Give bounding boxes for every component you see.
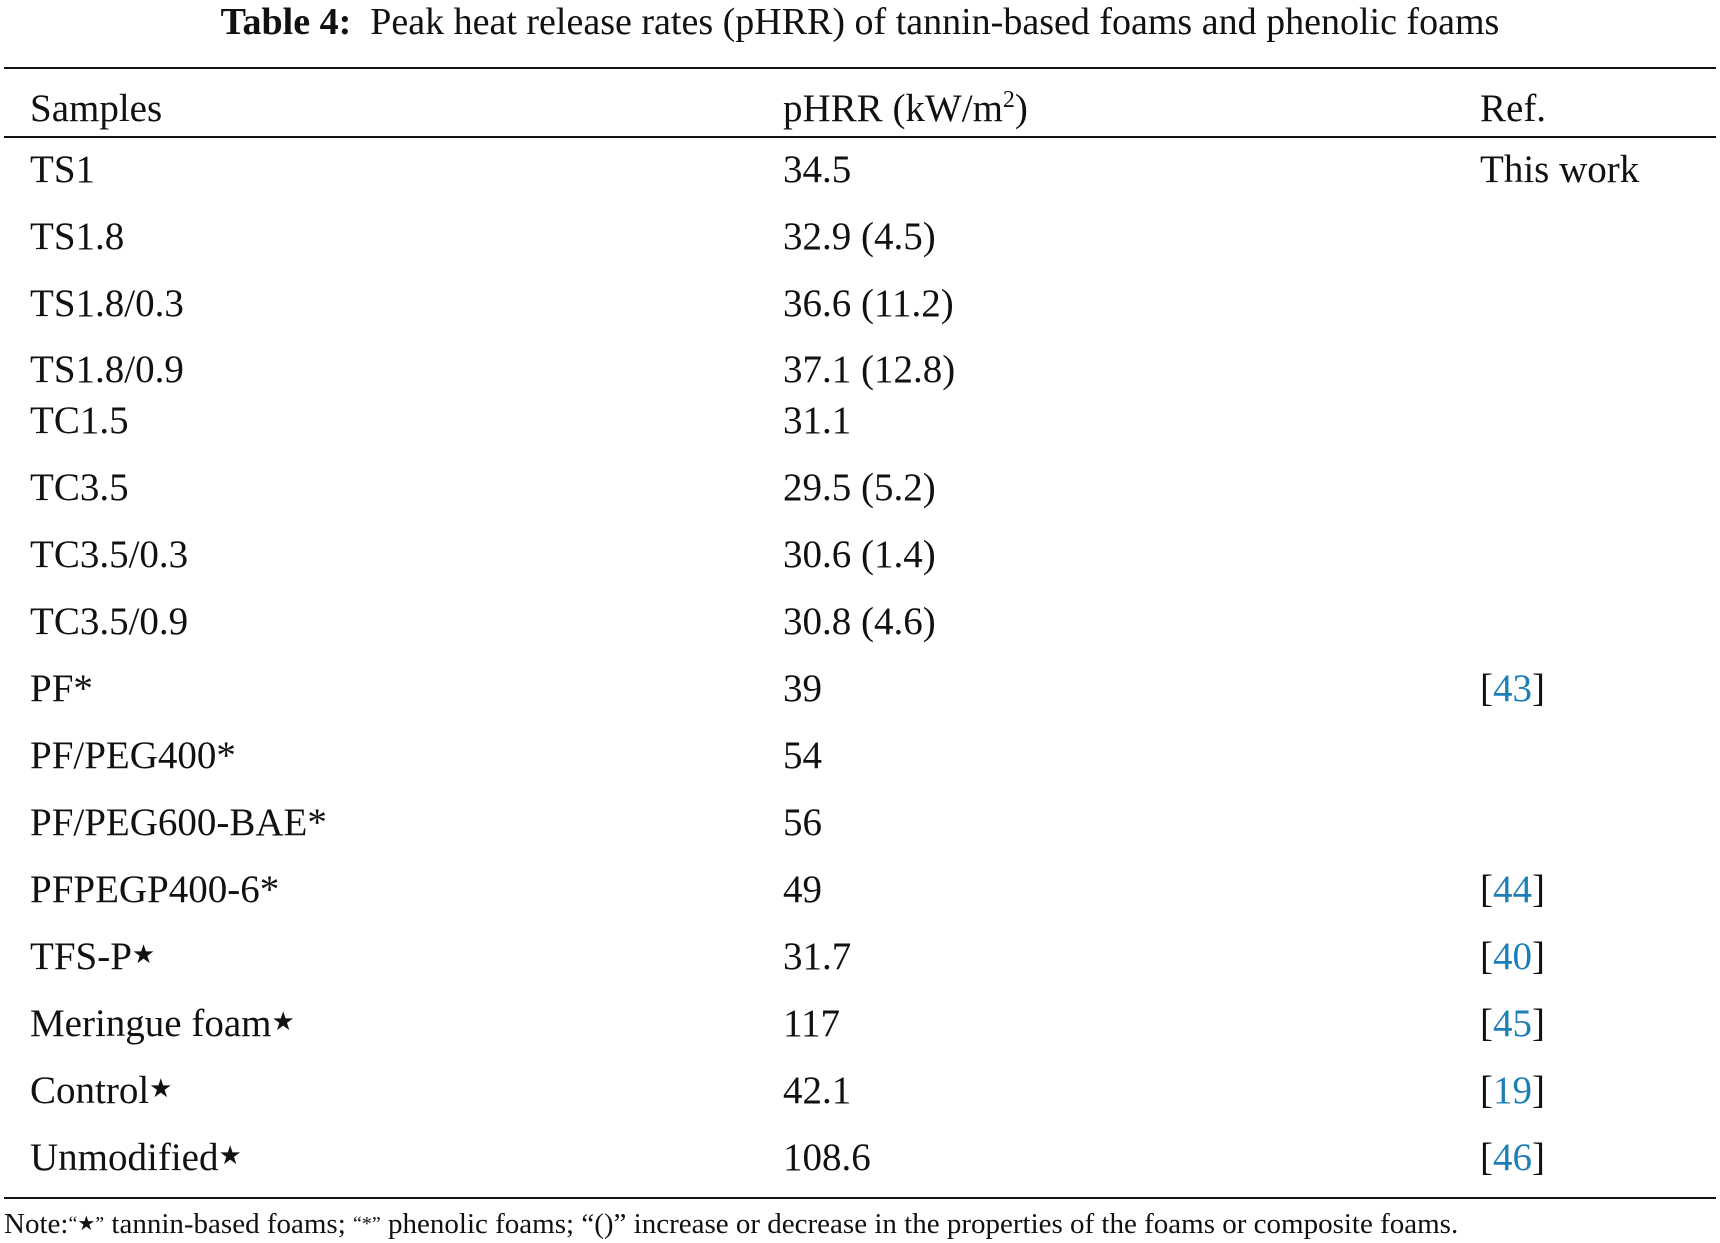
sample-name: TC3.5/0.3	[30, 533, 189, 576]
note-open-quote: “	[68, 1213, 78, 1235]
phrr-cell: 42.1	[783, 1069, 852, 1112]
reference-link[interactable]: 44	[1493, 868, 1532, 911]
ref-bracket-open: [	[1480, 935, 1493, 978]
header-ref: Ref.	[1480, 87, 1547, 130]
ref-bracket-close: ]	[1532, 868, 1545, 911]
header-samples: Samples	[30, 87, 163, 130]
phrr-cell: 34.5	[783, 148, 852, 191]
phrr-cell: 29.5 (5.2)	[783, 466, 936, 509]
sample-cell	[30, 867, 279, 913]
ref-cell	[1480, 1135, 1545, 1181]
ref-bracket-close: ]	[1532, 1136, 1545, 1179]
sample-cell	[30, 281, 184, 327]
star-icon: ★	[131, 940, 156, 969]
ref-cell	[1480, 934, 1545, 980]
ref-bracket-open: [	[1480, 1136, 1493, 1179]
sample-cell	[30, 147, 95, 193]
note-part1: tannin-based foams;	[104, 1208, 354, 1240]
sample-cell	[30, 347, 184, 393]
ref-cell	[1480, 867, 1545, 913]
star-icon: ★	[271, 1007, 295, 1036]
header-rule	[4, 136, 1716, 138]
table-note	[4, 1206, 1458, 1242]
sample-name: TS1.8	[30, 215, 125, 258]
ref-bracket-open: [	[1480, 667, 1493, 710]
note-part2: phenolic foams; “()” increase or decrease in the properties of the foams or composite foams.	[380, 1208, 1459, 1240]
phrr-cell: 31.1	[783, 399, 852, 442]
sample-cell	[30, 214, 124, 260]
top-rule	[4, 67, 1716, 69]
note-open-quote-2: “	[353, 1213, 362, 1235]
sample-cell	[30, 800, 327, 846]
sample-name: Unmodified	[30, 1136, 219, 1179]
reference-link[interactable]: 45	[1493, 1002, 1532, 1045]
note-close-quote: ”	[95, 1213, 105, 1235]
reference-link[interactable]: 43	[1493, 667, 1532, 710]
sample-name: PFPEGP400-6*	[30, 868, 280, 911]
phrr-cell: 56	[783, 801, 822, 844]
sample-cell	[30, 1135, 242, 1181]
phrr-cell: 30.8 (4.6)	[783, 600, 936, 643]
sample-name: TFS-P	[30, 935, 132, 978]
ref-bracket-close: ]	[1532, 935, 1545, 978]
header-phrr-base: pHRR (kW/m	[783, 87, 1003, 130]
star-icon: ★	[149, 1074, 173, 1103]
sample-cell	[30, 733, 236, 779]
ref-bracket-close: ]	[1532, 1069, 1545, 1112]
sample-cell	[30, 666, 93, 712]
header-phrr-close: )	[1014, 87, 1028, 130]
sample-name: Control	[30, 1069, 150, 1112]
phrr-cell: 49	[783, 868, 822, 911]
phrr-cell: 117	[783, 1002, 841, 1045]
sample-cell	[30, 1001, 295, 1047]
caption-label: Table 4:	[220, 1, 352, 43]
ref-cell: This work	[1480, 148, 1640, 191]
header-phrr-sup: 2	[1002, 87, 1015, 113]
note-prefix: Note:	[4, 1208, 69, 1240]
sample-name: TC3.5	[30, 466, 129, 509]
sample-name: PF*	[30, 667, 93, 710]
sample-name: TS1.8/0.3	[30, 282, 184, 325]
table-caption	[0, 0, 1720, 48]
header-phrr	[783, 86, 1028, 132]
sample-name: Meringue foam	[30, 1002, 272, 1045]
ref-bracket-open: [	[1480, 868, 1493, 911]
sample-cell	[30, 532, 188, 578]
sample-cell	[30, 934, 155, 980]
phrr-cell: 32.9 (4.5)	[783, 215, 936, 258]
sample-name: TS1	[30, 148, 96, 191]
ref-bracket-close: ]	[1532, 667, 1545, 710]
phrr-cell: 30.6 (1.4)	[783, 533, 936, 576]
sample-name: TC3.5/0.9	[30, 600, 189, 643]
phrr-cell: 36.6 (11.2)	[783, 282, 954, 325]
ref-bracket-close: ]	[1532, 1002, 1545, 1045]
phrr-cell: 54	[783, 734, 822, 777]
sample-name: TC1.5	[30, 399, 129, 442]
phrr-cell: 31.7	[783, 935, 852, 978]
sample-cell	[30, 398, 129, 444]
reference-link[interactable]: 46	[1493, 1136, 1532, 1179]
sample-name: TS1.8/0.9	[30, 348, 184, 391]
phrr-cell: 39	[783, 667, 822, 710]
ref-cell	[1480, 1001, 1545, 1047]
ref-cell	[1480, 666, 1545, 712]
sample-cell	[30, 465, 129, 511]
sample-cell	[30, 1068, 172, 1114]
ref-bracket-open: [	[1480, 1069, 1493, 1112]
note-close-quote-2: ”	[371, 1213, 381, 1235]
star-icon: ★	[218, 1141, 242, 1170]
ref-bracket-open: [	[1480, 1002, 1493, 1045]
caption-text: Peak heat release rates (pHRR) of tannin-based foams and phenolic foams	[370, 1, 1500, 43]
bottom-rule	[4, 1197, 1716, 1199]
reference-link[interactable]: 19	[1493, 1069, 1532, 1112]
sample-name: PF/PEG400*	[30, 734, 236, 777]
note-asterisk: *	[361, 1213, 372, 1235]
sample-cell	[30, 599, 188, 645]
phrr-cell: 37.1 (12.8)	[783, 348, 956, 391]
ref-cell	[1480, 1068, 1545, 1114]
sample-name: PF/PEG600-BAE*	[30, 801, 327, 844]
phrr-cell: 108.6	[783, 1136, 871, 1179]
reference-link[interactable]: 40	[1493, 935, 1532, 978]
star-icon: ★	[77, 1213, 96, 1235]
